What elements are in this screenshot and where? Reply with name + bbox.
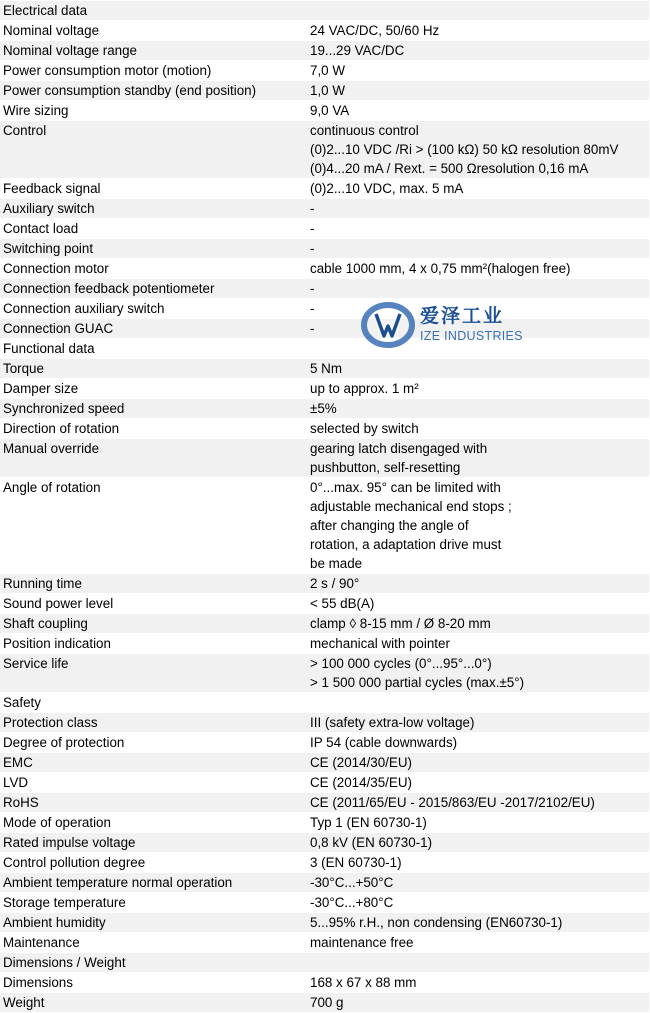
spec-label: Auxiliary switch: [3, 201, 95, 216]
table-row: [0, 299, 649, 319]
spec-value: [306, 399, 649, 418]
table-row: [0, 973, 649, 993]
spec-value-line: > 1 500 000 partial cycles (max.±5°): [310, 675, 525, 690]
spec-value-line: -: [310, 301, 315, 316]
spec-value-line: mechanical with pointer: [310, 636, 450, 651]
spec-label: Connection feedback potentiometer: [3, 281, 215, 296]
table-row: [0, 359, 649, 379]
spec-value-line: pushbutton, self-resetting: [310, 460, 461, 475]
spec-value-line: (0)2...10 VDC /Ri > (100 kΩ) 50 kΩ resolution 80mV: [310, 142, 619, 157]
spec-label: Mode of operation: [3, 815, 111, 830]
spec-value-line: 19...29 VAC/DC: [310, 43, 405, 58]
table-row: [0, 833, 649, 853]
spec-value: [306, 614, 649, 633]
spec-value: [306, 654, 649, 692]
spec-value: [306, 933, 649, 952]
spec-value-line: rotation, a adaptation drive must: [310, 537, 502, 552]
spec-label: Maintenance: [3, 935, 80, 950]
table-row: [0, 933, 649, 953]
table-row: [0, 634, 649, 654]
table-row: [0, 101, 649, 121]
spec-label: Dimensions / Weight: [3, 955, 126, 970]
spec-value: [306, 713, 649, 732]
table-row: [0, 319, 649, 339]
spec-value-line: maintenance free: [310, 935, 414, 950]
spec-label: Dimensions: [3, 975, 73, 990]
spec-value-line: CE (2014/35/EU): [310, 775, 412, 790]
spec-label: Running time: [3, 576, 82, 591]
table-row: [0, 199, 649, 219]
table-row: [0, 279, 649, 299]
table-row: [0, 733, 649, 753]
spec-label: LVD: [3, 775, 29, 790]
spec-label: Control pollution degree: [3, 855, 146, 870]
spec-value: [306, 101, 649, 120]
spec-value-line: III (safety extra-low voltage): [310, 715, 475, 730]
spec-label: Control: [3, 123, 47, 138]
spec-value-line: 7,0 W: [310, 63, 345, 78]
table-row: [0, 753, 649, 773]
spec-label: Nominal voltage: [3, 23, 100, 38]
watermark-cn: 爱泽工业: [420, 306, 505, 327]
spec-label: Connection auxiliary switch: [3, 301, 165, 316]
spec-value: [306, 813, 649, 832]
table-row: [0, 61, 649, 81]
spec-label: Degree of protection: [3, 735, 125, 750]
spec-value: [306, 853, 649, 872]
table-row: [0, 239, 649, 259]
spec-value: [306, 793, 649, 812]
table-row: [0, 594, 649, 614]
spec-label: Position indication: [3, 636, 111, 651]
spec-value-line: CE (2011/65/EU - 2015/863/EU -2017/2102/EU): [310, 795, 595, 810]
spec-value-line: -: [310, 201, 315, 216]
spec-value-line: -: [310, 281, 315, 296]
spec-value-line: [310, 953, 649, 972]
spec-label: Connection motor: [3, 261, 109, 276]
table-row: [0, 259, 649, 279]
spec-label: Protection class: [3, 715, 98, 730]
spec-value-line: after changing the angle of: [310, 518, 469, 533]
table-row: [0, 179, 649, 199]
spec-value: [306, 873, 649, 892]
table-row: [0, 419, 649, 439]
spec-value: [306, 478, 649, 573]
spec-value-line: -: [310, 321, 315, 336]
spec-value: [306, 973, 649, 992]
spec-value-line: [310, 693, 649, 712]
spec-value-line: be made: [310, 556, 363, 571]
spec-value: [306, 439, 649, 477]
spec-value-line: 9,0 VA: [310, 103, 350, 118]
spec-value-line: (0)2...10 VDC, max. 5 mA: [310, 181, 464, 196]
spec-label: Power consumption motor (motion): [3, 63, 212, 78]
spec-value: [306, 893, 649, 912]
spec-value-line: [310, 1, 649, 20]
spec-value-line: up to approx. 1 m²: [310, 381, 419, 396]
table-row: [0, 953, 649, 973]
spec-value-line: -30°C...+50°C: [310, 875, 394, 890]
spec-value-line: ±5%: [310, 401, 337, 416]
spec-value-line: (0)4...20 mA / Rext. = 500 Ωresolution 0,16 mA: [310, 161, 589, 176]
spec-value: [306, 953, 649, 972]
spec-value: [306, 21, 649, 40]
spec-value-line: CE (2014/30/EU): [310, 755, 412, 770]
spec-value-line: continuous control: [310, 123, 419, 138]
table-row: [0, 399, 649, 419]
spec-value-line: gearing latch disengaged with: [310, 441, 488, 456]
spec-label: Nominal voltage range: [3, 43, 137, 58]
table-row: [0, 21, 649, 41]
table-row: [0, 873, 649, 893]
spec-value: [306, 1, 649, 20]
table-row: [0, 121, 649, 179]
table-row: [0, 853, 649, 873]
spec-value: [306, 833, 649, 852]
spec-label: Shaft coupling: [3, 616, 88, 631]
spec-label: Damper size: [3, 381, 79, 396]
spec-value-line: selected by switch: [310, 421, 419, 436]
spec-value: [306, 259, 649, 278]
spec-value-line: > 100 000 cycles (0°...95°...0°): [310, 656, 492, 671]
spec-value-line: IP 54 (cable downwards): [310, 735, 458, 750]
spec-value: [306, 121, 649, 178]
spec-label: Power consumption standby (end position): [3, 83, 257, 98]
spec-label: Weight: [3, 995, 45, 1010]
table-row: [0, 993, 649, 1013]
spec-label: RoHS: [3, 795, 39, 810]
spec-value-line: 168 x 67 x 88 mm: [310, 975, 417, 990]
watermark-en: IZE INDUSTRIES: [420, 329, 523, 343]
spec-label: Functional data: [3, 341, 95, 356]
spec-label: Storage temperature: [3, 895, 126, 910]
spec-value-line: -30°C...+80°C: [310, 895, 394, 910]
spec-value-line: adjustable mechanical end stops ;: [310, 499, 512, 514]
spec-label: Safety: [3, 695, 41, 710]
spec-value: [306, 41, 649, 60]
table-row: [0, 893, 649, 913]
spec-value: [306, 279, 649, 298]
spec-value-line: 700 g: [310, 995, 344, 1010]
spec-value: [306, 594, 649, 613]
spec-value: [306, 913, 649, 932]
table-row: [0, 41, 649, 61]
spec-value-line: Typ 1 (EN 60730-1): [310, 815, 427, 830]
spec-table: [0, 1, 649, 1013]
table-row: [0, 793, 649, 813]
spec-value: [306, 339, 649, 358]
spec-label: Feedback signal: [3, 181, 101, 196]
spec-label: Ambient humidity: [3, 915, 106, 930]
spec-label: Contact load: [3, 221, 79, 236]
spec-value-line: 24 VAC/DC, 50/60 Hz: [310, 23, 440, 38]
spec-label: Torque: [3, 361, 44, 376]
spec-label: Rated impulse voltage: [3, 835, 136, 850]
spec-label: Angle of rotation: [3, 480, 101, 495]
spec-value-line: 2 s / 90°: [310, 576, 360, 591]
spec-value: [306, 239, 649, 258]
spec-label: Manual override: [3, 441, 100, 456]
spec-value: [306, 379, 649, 398]
table-row: [0, 813, 649, 833]
spec-label: Synchronized speed: [3, 401, 125, 416]
table-row: [0, 478, 649, 574]
table-row: [0, 713, 649, 733]
spec-value: [306, 993, 649, 1012]
spec-value: [306, 634, 649, 653]
spec-value-line: cable 1000 mm, 4 x 0,75 mm²(halogen free): [310, 261, 571, 276]
table-row: [0, 913, 649, 933]
spec-label: Electrical data: [3, 3, 88, 18]
spec-value: [306, 359, 649, 378]
spec-label: Switching point: [3, 241, 94, 256]
spec-label: Connection GUAC: [3, 321, 114, 336]
spec-value: [306, 419, 649, 438]
spec-value: [306, 81, 649, 100]
table-row: [0, 379, 649, 399]
spec-value-line: 1,0 W: [310, 83, 345, 98]
spec-value: [306, 179, 649, 198]
spec-label: Service life: [3, 656, 69, 671]
spec-value: [306, 199, 649, 218]
spec-value: [306, 299, 649, 318]
spec-value-line: < 55 dB(A): [310, 596, 375, 611]
table-row: [0, 439, 649, 478]
table-row: [0, 219, 649, 239]
spec-value-line: 3 (EN 60730-1): [310, 855, 402, 870]
table-row: [0, 1, 649, 21]
spec-value-line: clamp ◊ 8-15 mm / Ø 8-20 mm: [310, 616, 491, 631]
spec-value: [306, 61, 649, 80]
spec-label: EMC: [3, 755, 33, 770]
spec-label: Ambient temperature normal operation: [3, 875, 233, 890]
spec-value: [306, 753, 649, 772]
spec-value: [306, 693, 649, 712]
table-row: [0, 574, 649, 594]
spec-value-line: -: [310, 221, 315, 236]
spec-label: Direction of rotation: [3, 421, 120, 436]
spec-value: [306, 219, 649, 238]
spec-value: [306, 574, 649, 593]
spec-value: [306, 733, 649, 752]
spec-label: Sound power level: [3, 596, 114, 611]
spec-value-line: [310, 339, 649, 358]
table-row: [0, 693, 649, 713]
spec-label: Wire sizing: [3, 103, 69, 118]
table-row: [0, 81, 649, 101]
spec-value-line: 5 Nm: [310, 361, 342, 376]
table-row: [0, 773, 649, 793]
table-row: [0, 654, 649, 693]
spec-value-line: -: [310, 241, 315, 256]
spec-value: [306, 773, 649, 792]
table-row: [0, 614, 649, 634]
spec-value: [306, 319, 649, 338]
spec-value-line: 0,8 kV (EN 60730-1): [310, 835, 433, 850]
table-row: [0, 339, 649, 359]
spec-value-line: 5...95% r.H., non condensing (EN60730-1): [310, 915, 563, 930]
spec-value-line: 0°...max. 95° can be limited with: [310, 480, 501, 495]
